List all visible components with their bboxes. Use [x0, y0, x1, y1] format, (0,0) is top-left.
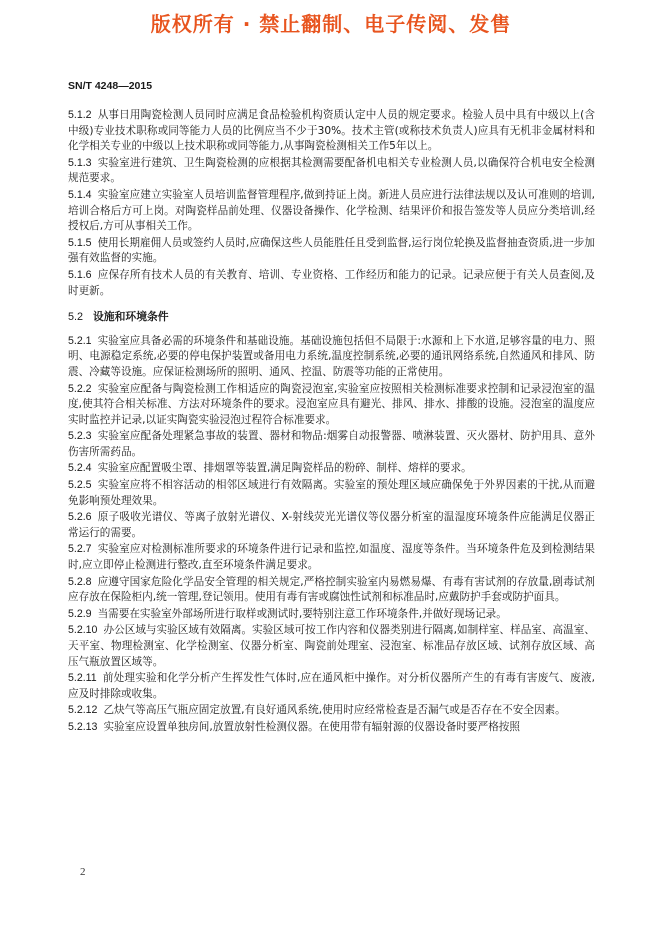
- clause-number: 5.2.8: [68, 575, 92, 588]
- standard-number: SN/T 4248—2015: [68, 80, 153, 92]
- clause-text: 实验室应对检测标准所要求的环境条件进行记录和监控,如温度、湿度等条件。当环境条件危及到检测结果时,应立即停止检测进行整改,直至环境条件满足要求。: [68, 543, 595, 572]
- clause-number: 5.1.6: [68, 268, 92, 281]
- clause-paragraph: [68, 720, 595, 736]
- clause-text: 实验室应具备必需的环境条件和基础设施。基础设施包括但不局限于:水源和上下水道,足够容量的电力、照明、电源稳定系统,必要的停电保护装置或备用电力系统,温度控制系统,必要的通讯网络系统,自然通风和排风、防震、冷藏等设施。应保证检测场所的照明、通风、控温、防震等功能的正常使用。: [68, 334, 595, 378]
- clause-number: 5.2.13: [68, 720, 98, 733]
- clause-text: 实验室应将不相容活动的相邻区域进行有效隔离。实验室的预处理区域应确保免于外界因素的干扰,从而避免影响预处理效果。: [68, 479, 595, 507]
- clause-text: 当需要在实验室外部场所进行取样或测试时,要特别注意工作环境条件,并做好现场记录。: [97, 607, 507, 620]
- clause-paragraph: [68, 108, 595, 155]
- clause-paragraph: [68, 575, 595, 606]
- clause-text: 实验室应配备与陶瓷检测工作相适应的陶瓷浸泡室,实验室应按照相关检测标准要求控制和记录浸泡室的温度,使其符合相关标准、方法对环境条件的要求。浸泡室应具有避光、排风、排水、排酸的设施。浸泡室的温度应实时监控并记录,以证实陶瓷实验浸泡过程符合标准要求。: [68, 382, 595, 426]
- clause-number: 5.2.3: [68, 430, 92, 443]
- clause-text: 使用长期雇佣人员或签约人员时,应确保这些人员能胜任且受到监督,运行岗位轮换及监督抽查资质,进一步加强有效监督的实施。: [68, 236, 595, 265]
- clause-number: 5.2.7: [68, 543, 92, 556]
- clause-paragraph: [68, 671, 595, 702]
- clause-paragraph: [68, 542, 595, 573]
- clause-paragraph: [68, 188, 595, 235]
- clause-5-1-group: [68, 108, 595, 299]
- clause-text: 从事日用陶瓷检测人员同时应满足食品检验机构资质认定中人员的规定要求。检验人员中具有中级以上(含中级)专业技术职称或同等能力人员的比例应当不少于30%。技术主管(或称技术负责人)应具有无机非金属材料和化学相关专业的中级以上技术职称或同等能力,从事陶瓷检测相关工作5年以上。: [68, 109, 595, 153]
- clause-text: 应保存所有技术人员的有关教育、培训、专业资格、工作经历和能力的记录。记录应便于有关人员查阅,及时更新。: [68, 268, 595, 297]
- clause-paragraph: [68, 268, 595, 299]
- clause-text: 实验室进行建筑、卫生陶瓷检测的应根据其检测需要配备机电相关专业检测人员,以确保符合机电安全检测规范要求。: [68, 156, 595, 185]
- clause-5-2-group: [68, 334, 595, 736]
- clause-number: 5.2.1: [68, 334, 92, 347]
- clause-paragraph: [68, 607, 595, 623]
- document-body: [68, 108, 595, 737]
- clause-paragraph: [68, 429, 595, 460]
- clause-number: 5.2.12: [68, 704, 98, 717]
- clause-number: 5.2.11: [68, 672, 97, 685]
- clause-number: 5.1.2: [68, 109, 92, 121]
- clause-number: 5.2.9: [68, 607, 92, 620]
- clause-paragraph: [68, 461, 595, 477]
- clause-text: 乙炔气等高压气瓶应固定放置,有良好通风系统,使用时应经常检查是否漏气或是否存在不安全因素。: [103, 704, 566, 717]
- clause-paragraph: [68, 478, 595, 509]
- section-heading: [68, 309, 595, 326]
- clause-paragraph: [68, 334, 595, 381]
- clause-text: 实验室应设置单独房间,放置放射性检测仪器。在使用带有辐射源的仪器设备时要严格按照: [103, 720, 520, 733]
- clause-text: 实验室应配备处理紧急事故的装置、器材和物品:烟雾自动报警器、喷淋装置、灭火器材、防护用具、意外伤害所需药品。: [68, 430, 595, 458]
- clause-paragraph: [68, 156, 595, 187]
- watermark: 版权所有 · 禁止翻制、电子传阅、发售: [150, 12, 512, 36]
- clause-number: 5.1.3: [68, 156, 92, 169]
- clause-number: 5.1.4: [68, 188, 92, 201]
- clause-number: 5.2.10: [68, 624, 98, 637]
- clause-paragraph: [68, 510, 595, 541]
- clause-number: 5.1.5: [68, 236, 92, 249]
- clause-paragraph: [68, 623, 595, 670]
- clause-paragraph: [68, 236, 595, 267]
- page-number: 2: [80, 866, 86, 878]
- clause-text: 办公区域与实验区域有效隔离。实验区域可按工作内容和仪器类别进行隔离,如制样室、样品室、高温室、天平室、物理检测室、化学检测室、仪器分析室、陶瓷前处理室、浸泡室、标准品存放区域、试剂存放区域、高压气瓶放置区域等。: [68, 624, 595, 668]
- clause-paragraph: [68, 382, 595, 429]
- clause-text: 实验室应配置吸尘罩、排烟罩等装置,满足陶瓷样品的粉碎、制样、熔样的要求。: [97, 462, 472, 475]
- clause-number: 5.2.4: [68, 462, 92, 475]
- clause-number: 5.2.6: [68, 511, 92, 524]
- clause-text: 实验室应建立实验室人员培训监督管理程序,做到持证上岗。新进人员应进行法律法规以及认可准则的培训,培训合格后方可上岗。对陶瓷样品前处理、仪器设备操作、化学检测、结果评价和报告签发等人员应分类培训,经授权后,方可从事相关工作。: [68, 188, 595, 233]
- section-title: 设施和环境条件: [93, 310, 169, 324]
- section-number: 5.2: [68, 311, 84, 324]
- clause-number: 5.2.5: [68, 479, 92, 492]
- clause-text: 原子吸收光谱仪、等离子放射光谱仪、X-射线荧光光谱仪等仪器分析室的温湿度环境条件应能满足仪器正常运行的需要。: [68, 511, 595, 539]
- clause-text: 前处理实验和化学分析产生挥发性气体时,应在通风柜中操作。对分析仪器所产生的有毒有害废气、废液,应及时排除或收集。: [68, 672, 595, 700]
- clause-text: 应遵守国家危险化学品安全管理的相关规定,严格控制实验室内易燃易爆、有毒有害试剂的存放量,剧毒试剂应存放在保险柜内,统一管理,登记领用。使用有毒有害或腐蚀性试剂和标准品时,应戴防护手套或防护面具。: [68, 575, 595, 604]
- clause-paragraph: [68, 703, 595, 719]
- clause-number: 5.2.2: [68, 382, 92, 395]
